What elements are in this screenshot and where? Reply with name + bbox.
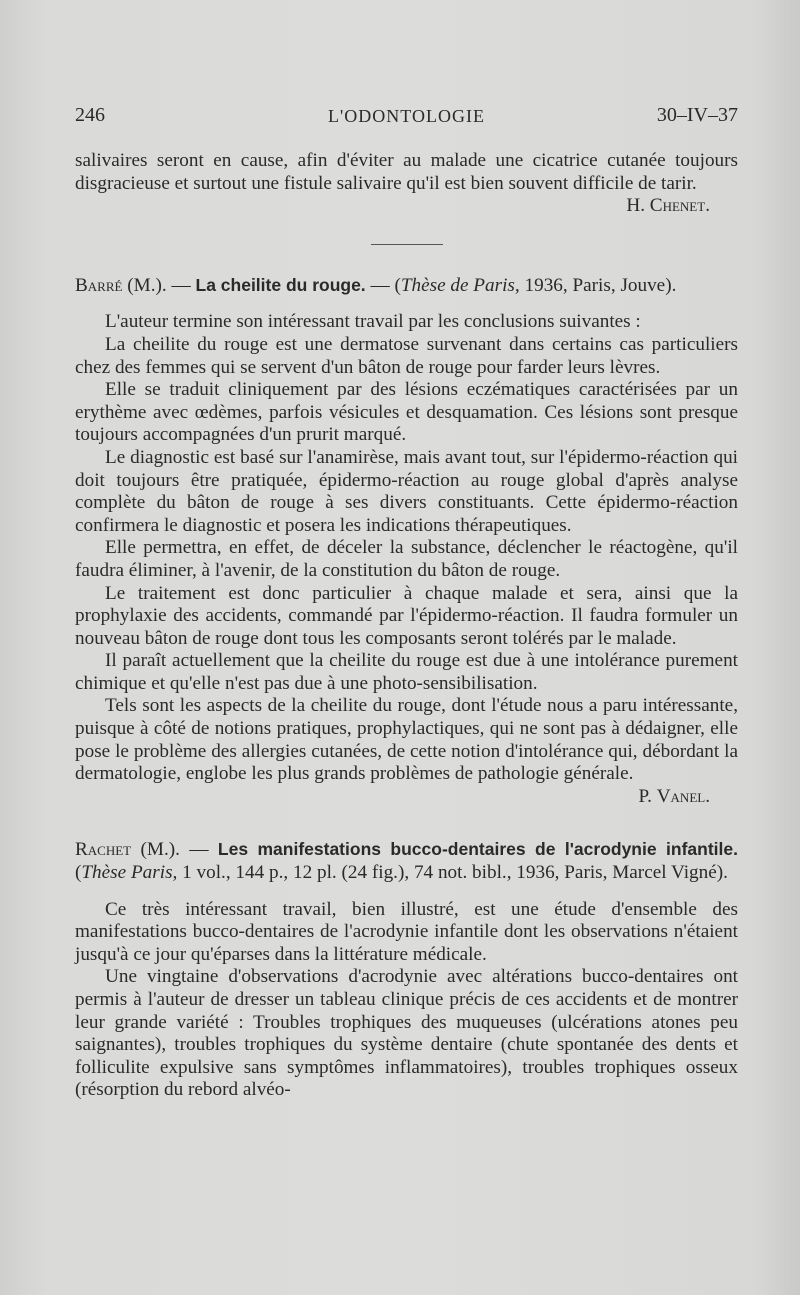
article-body bbox=[75, 150, 738, 1102]
review-author-initial: (M.). — bbox=[140, 839, 209, 861]
review-source: Thèse de Paris, bbox=[400, 274, 520, 296]
signature-initial: P. bbox=[638, 785, 652, 807]
signature-name: Chenet. bbox=[649, 195, 710, 217]
review-separator: — bbox=[370, 274, 390, 296]
source-open: ( bbox=[394, 274, 401, 296]
signature-initial: H. bbox=[626, 195, 645, 217]
page-number: 246 bbox=[75, 104, 105, 126]
review-title: Les manifestations bucco-dentaires de l'acrodynie infantile. bbox=[217, 839, 738, 860]
review-author: Barré bbox=[75, 274, 123, 296]
signature-name: Vanel. bbox=[656, 785, 710, 807]
review-heading-rachet bbox=[75, 838, 738, 884]
source-open: ( bbox=[75, 862, 82, 884]
paragraph: La cheilite du rouge est une dermatose survenant dans certains cas particuliers chez des femmes qui se servent d'un bâton de rouge pour farder leurs lèvres. bbox=[75, 333, 738, 378]
signature-chenet bbox=[75, 195, 738, 218]
review-source-rest: 1936, Paris, Jouve). bbox=[524, 274, 677, 296]
review-title: La cheilite du rouge. bbox=[195, 274, 366, 295]
paragraph: Le diagnostic est basé sur l'anamirèse, mais avant tout, sur l'épidermo-réaction qui doit toujours être pratiquée, épidermo-réaction au rouge global d'après analyse complète du bâton de rouge à ses divers constituants. Cette épidermo-réaction confirmera le diagnostic et posera les indications thérapeutiques. bbox=[75, 446, 738, 536]
paragraph: Ce très intéressant travail, bien illustré, est une étude d'ensemble des manifestations bucco-dentaires de l'acrodynie infantile dont les observations n'étaient jusqu'à ce jour qu'éparses dans la littérature médicale. bbox=[75, 898, 738, 965]
paragraph: Elle permettra, en effet, de déceler la substance, déclencher le réactogène, qu'il faudra éliminer, à l'avenir, de la constitution du bâton de rouge. bbox=[75, 537, 738, 581]
paragraph: Il paraît actuellement que la cheilite du rouge est due à une intolérance purement chimique et qu'elle n'est pas due à une photo-sensibilisation. bbox=[75, 650, 738, 694]
paragraph: Une vingtaine d'observations d'acrodynie avec altérations bucco-dentaires ont permis à l'auteur de dresser un tableau clinique précis de ces accidents et de montrer leur grande variété : Troubles trophiques des muqueuses (ulcérations atones peu saignantes), troubles trophiques du système dentaire (chute spontanée des dents et folliculite expulsive sans symptômes inflammatoires), troubles trophiques osseux (résorption du rebord alvéo- bbox=[75, 966, 738, 1101]
journal-title: L'ODONTOLOGIE bbox=[328, 106, 485, 126]
paragraph: Elle se traduit cliniquement par des lésions eczématiques caractérisées par un erythème avec œdèmes, parfois vésicules et desquamation. Ces lésions sont presque toujours accompagnées d'un prurit marqué. bbox=[75, 379, 738, 446]
paragraph: Tels sont les aspects de la cheilite du rouge, dont l'étude nous a paru intéressante, puisque à côté de notions pratiques, prophylactiques, qui ne sont pas à dédaigner, elle pose le problème des allergies cutanées, de cette notion d'intolérance qui, débordant la dermatologie, englobe les plus grands problèmes de pathologie générale. bbox=[75, 695, 738, 785]
review-source-rest: 1 vol., 144 p., 12 pl. (24 fig.), 74 not. bibl., 1936, Paris, Marcel Vigné). bbox=[182, 862, 728, 884]
review-source: Thèse Paris, bbox=[81, 862, 178, 884]
review-author-initial: (M.). — bbox=[127, 274, 191, 296]
running-header bbox=[75, 104, 738, 134]
paragraph: Le traitement est donc particulier à chaque malade et sera, ainsi que la prophylaxie des accidents, commandé par l'épidermo-réaction. Il faudra formuler un nouveau bâton de rouge dont tous les composants seront tolérés par le malade. bbox=[75, 582, 738, 649]
review-heading-barre bbox=[75, 274, 738, 298]
section-divider bbox=[371, 244, 443, 245]
signature-vanel bbox=[75, 786, 738, 809]
intro-paragraph: salivaires seront en cause, afin d'éviter au malade une cicatrice cutanée toujours disgracieuse et surtout une fistule salivaire qu'il est bien souvent difficile de tarir. bbox=[75, 150, 738, 194]
review-author: Rachet bbox=[75, 839, 132, 861]
issue-date: 30–IV–37 bbox=[656, 104, 738, 126]
paragraph: L'auteur termine son intéressant travail par les conclusions suivantes : bbox=[105, 311, 641, 333]
